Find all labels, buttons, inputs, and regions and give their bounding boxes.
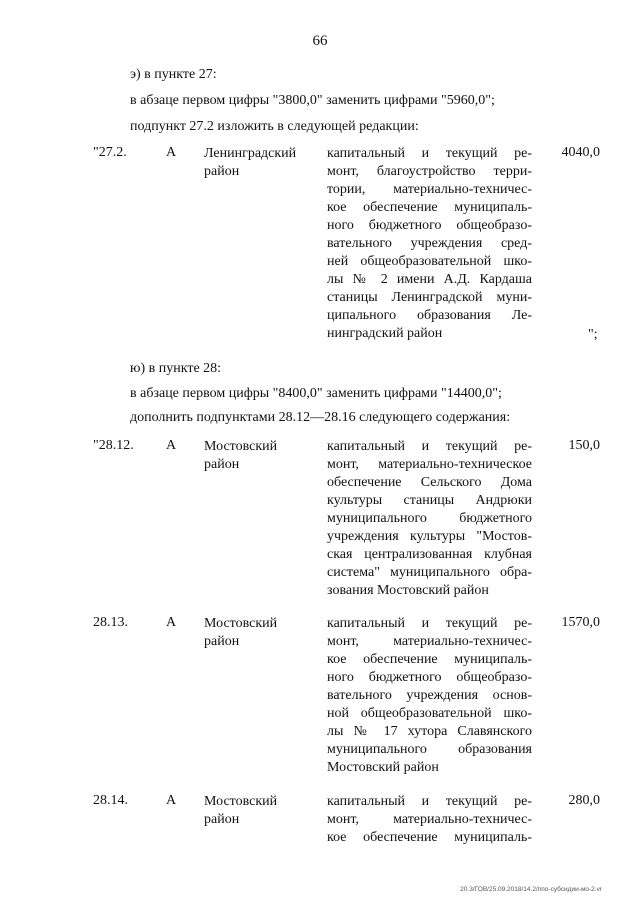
row-category: А <box>166 438 177 453</box>
desc-line: монт, материально-техничес- <box>327 812 532 827</box>
row-district <box>204 145 314 181</box>
item-e-heading: э) в пункте 27: <box>130 67 217 82</box>
item-e-line2: подпункт 27.2 изложить в следующей редакции: <box>130 119 419 134</box>
row-amount: 150,0 <box>568 438 600 453</box>
district-line: район <box>204 457 240 472</box>
desc-line: станицы Ленинградской муни- <box>327 290 532 305</box>
desc-line: обеспечение Сельского Дома <box>327 475 532 490</box>
desc-line: ней общеобразовательной шко- <box>327 254 532 269</box>
desc-line: ного бюджетного общеобразо- <box>327 670 532 685</box>
row-description <box>327 145 532 343</box>
desc-line: Мостовский район <box>327 760 439 775</box>
desc-line: кое обеспечение муниципаль- <box>327 652 532 667</box>
footer-file-path: 20.3/ГОВ/25.09.2018/14.2/ппо-субсидии-мо-2.vr <box>460 886 602 893</box>
district-line: Ленинградский <box>204 146 297 161</box>
desc-line: капитальный и текущий ре- <box>327 146 532 161</box>
desc-line: ципального образования Ле- <box>327 308 532 323</box>
desc-line: муниципального бюджетного <box>327 511 532 526</box>
item-yu-heading: ю) в пункте 28: <box>130 361 222 376</box>
row-amount: 1570,0 <box>561 615 600 630</box>
desc-line: ной общеобразовательной шко- <box>327 706 532 721</box>
desc-line: кое обеспечение муниципаль- <box>327 830 532 845</box>
row-number: 28.13. <box>93 615 128 630</box>
district-line: район <box>204 164 240 179</box>
closing-quote: "; <box>588 327 598 342</box>
row-amount: 280,0 <box>568 793 600 808</box>
desc-line: лы № 17 хутора Славянского <box>327 724 532 739</box>
desc-line: тории, материально-техничес- <box>327 182 532 197</box>
desc-line: ного бюджетного общеобразо- <box>327 218 532 233</box>
desc-line: вательного учреждения сред- <box>327 236 532 251</box>
item-yu-line1: в абзаце первом цифры "8400,0" заменить цифрами "14400,0"; <box>130 386 502 401</box>
row-description <box>327 615 532 777</box>
district-line: Мостовский <box>204 439 278 454</box>
row-district <box>204 793 314 829</box>
desc-line: монт, благоустройство терри- <box>327 164 532 179</box>
row-district <box>204 615 314 651</box>
row-district <box>204 438 314 474</box>
desc-line: капитальный и текущий ре- <box>327 794 532 809</box>
desc-line: монт, материально-техничес- <box>327 634 532 649</box>
row-number: "27.2. <box>93 145 127 160</box>
desc-line: учреждения культуры "Мостов- <box>327 529 532 544</box>
district-line: район <box>204 634 240 649</box>
desc-line: ская централизованная клубная <box>327 547 532 562</box>
desc-line: культуры станицы Андрюки <box>327 493 532 508</box>
desc-line: капитальный и текущий ре- <box>327 616 532 631</box>
desc-line: нинградский район <box>327 326 443 341</box>
desc-line: система" муниципального обра- <box>327 565 532 580</box>
desc-line: вательного учреждения основ- <box>327 688 532 703</box>
row-category: А <box>166 615 177 630</box>
district-line: Мостовский <box>204 616 278 631</box>
desc-line: кое обеспечение муниципаль- <box>327 200 532 215</box>
row-description <box>327 438 532 600</box>
desc-line: монт, материально-техническое <box>327 457 532 472</box>
row-number: 28.14. <box>93 793 128 808</box>
row-description <box>327 793 532 847</box>
row-amount: 4040,0 <box>561 145 600 160</box>
row-category: А <box>166 793 177 808</box>
desc-line: лы № 2 имени А.Д. Кардаша <box>327 272 532 287</box>
item-yu-line2: дополнить подпунктами 28.12—28.16 следующего содержания: <box>130 410 511 425</box>
district-line: Мостовский <box>204 794 278 809</box>
item-e-line1: в абзаце первом цифры "3800,0" заменить цифрами "5960,0"; <box>130 93 495 108</box>
page-number: 66 <box>312 33 328 49</box>
desc-line: муниципального образования <box>327 742 532 757</box>
desc-line: зования Мостовский район <box>327 583 489 598</box>
row-category: А <box>166 145 177 160</box>
district-line: район <box>204 812 240 827</box>
desc-line: капитальный и текущий ре- <box>327 439 532 454</box>
row-number: "28.12. <box>93 438 134 453</box>
